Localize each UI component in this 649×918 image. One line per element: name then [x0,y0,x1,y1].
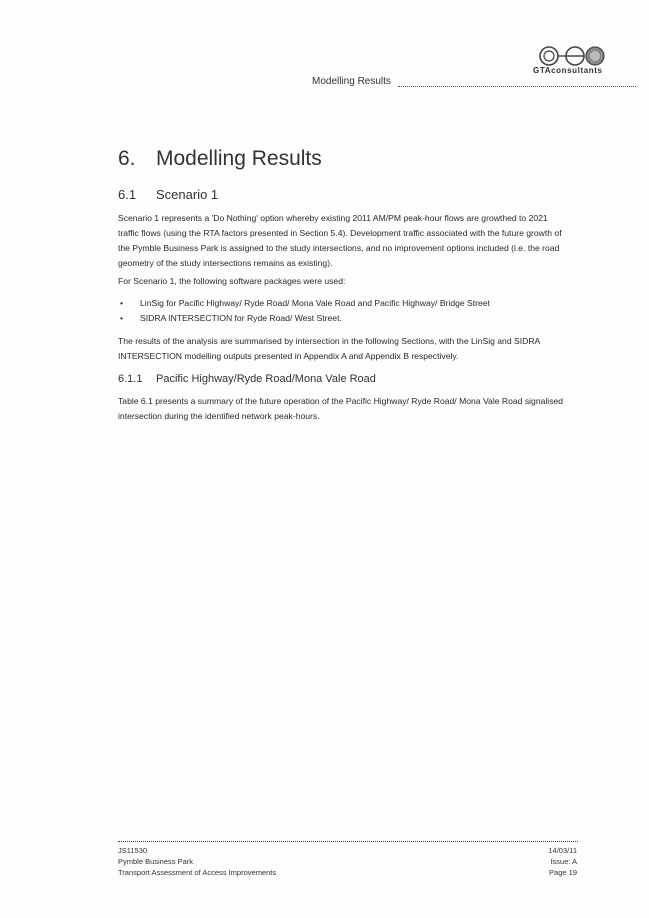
paragraph-software-intro: For Scenario 1, the following software packages were used: [118,276,346,286]
footer-project-name: Pymble Business Park [118,857,194,866]
subsubsection-title: Pacific Highway/Ryde Road/Mona Vale Road [156,373,376,385]
subsection-heading [118,187,218,202]
section-heading [118,147,322,171]
section-number: 6. [118,147,136,170]
bullet-item: • SIDRA INTERSECTION for Ryde Road/ West Street. [118,311,568,326]
subsubsection-number: 6.1.1 [118,373,143,385]
section-title: Modelling Results [156,147,322,170]
logo-text: GTAconsultants [533,66,603,75]
footer-divider [118,841,578,842]
paragraph-table-intro: Table 6.1 presents a summary of the future operation of the Pacific Highway/ Ryde Road/ Mona Vale Road signalised intersection during the identified network peak-hours. [118,396,564,421]
footer-job-number: JS11530 [118,846,148,855]
footer-left [118,845,276,878]
subsection-number: 6.1 [118,187,137,202]
paragraph-results-summary: The results of the analysis are summarised by intersection in the following Sections, with the LinSig and SIDRA INTERSECTION modelling outputs presented in Appendix A and Appendix B respectively. [118,336,540,361]
subsubsection-heading [118,373,376,385]
running-header-title: Modelling Results [312,76,391,87]
header-divider [398,86,636,87]
footer-issue: Issue: A [550,857,577,866]
paragraph-scenario-description: Scenario 1 represents a 'Do Nothing' option whereby existing 2011 AM/PM peak-hour flows are growthed to 2021 traffic flows (using the RTA factors presented in Section 5.4). Development traffic associated with the future growth of the Pymble Business Park is assigned to the study intersections, and no improvement options included (i.e. the road geometry of the study intersections remains as existing). [118,213,562,268]
footer-report-title: Transport Assessment of Access Improvements [118,868,277,877]
software-bullet-list [118,296,568,326]
footer-page-number: Page 19 [549,868,577,877]
bullet-item: • LinSig for Pacific Highway/ Ryde Road/ Mona Vale Road and Pacific Highway/ Bridge Street [118,296,568,311]
subsection-title: Scenario 1 [156,187,219,202]
footer-right [548,845,577,878]
footer-date: 14/03/11 [548,846,577,855]
